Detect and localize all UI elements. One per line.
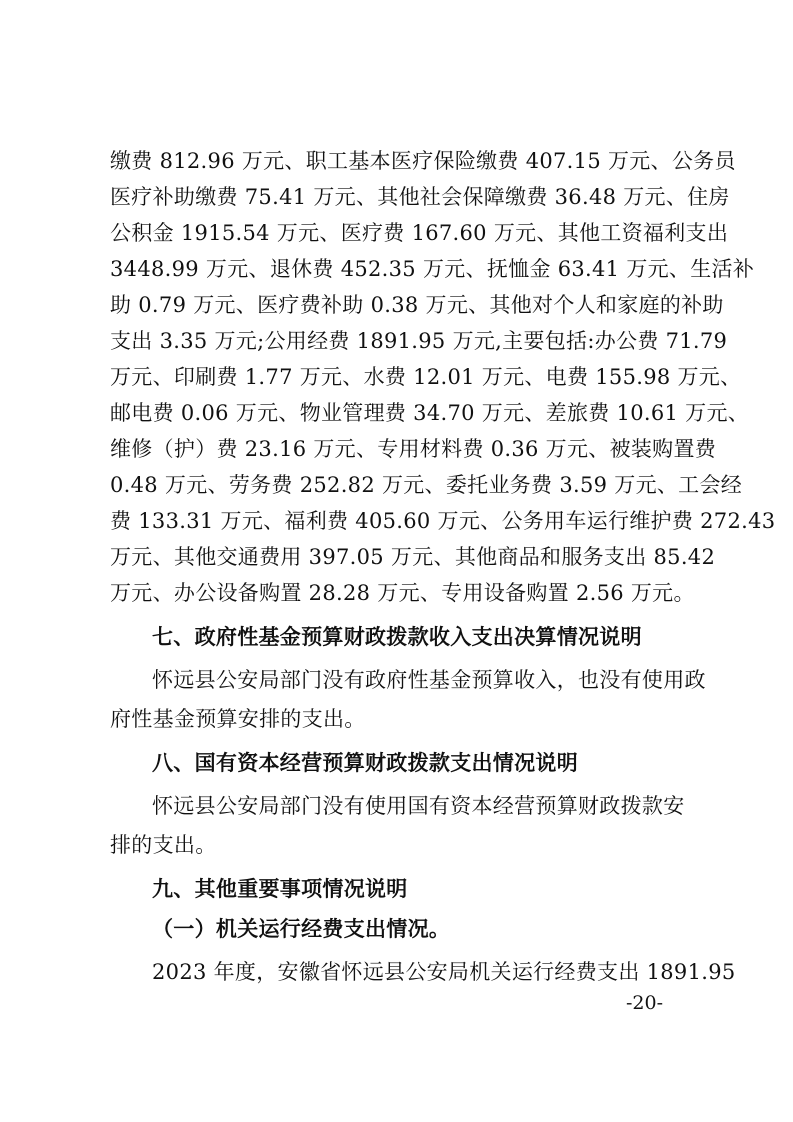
body-line: 助 0.79 万元、医疗费补助 0.38 万元、其他对个人和家庭的补助 <box>110 293 724 317</box>
body-line: 邮电费 0.06 万元、物业管理费 34.70 万元、差旅费 10.61 万元、 <box>110 401 750 425</box>
body-line: 支出 3.35 万元;公用经费 1891.95 万元,主要包括:办公费 71.79 <box>110 329 728 353</box>
section-8-paragraph-line: 排的支出。 <box>110 833 217 857</box>
section-7-paragraph-line: 府性基金预算安排的支出。 <box>110 707 366 731</box>
body-line: 维修（护）费 23.16 万元、专用材料费 0.36 万元、被装购置费 <box>110 437 717 461</box>
body-line: 缴费 812.96 万元、职工基本医疗保险缴费 407.15 万元、公务员 <box>110 149 736 173</box>
section-9-paragraph-line: 2023 年度，安徽省怀远县公安局机关运行经费支出 1891.95 <box>152 960 736 984</box>
body-line: 医疗补助缴费 75.41 万元、其他社会保障缴费 36.48 万元、住房 <box>110 185 730 209</box>
section-7-paragraph-line: 怀远县公安局部门没有政府性基金预算收入，也没有使用政 <box>152 668 706 692</box>
subsection-heading: （一）机关运行经费支出情况。 <box>152 917 451 941</box>
body-line: 费 133.31 万元、福利费 405.60 万元、公务用车运行维护费 272.43 <box>110 509 776 533</box>
body-line: 3448.99 万元、退休费 452.35 万元、抚恤金 63.41 万元、生活补 <box>110 257 755 281</box>
section-heading-9: 九、其他重要事项情况说明 <box>152 877 408 901</box>
body-line: 万元、其他交通费用 397.05 万元、其他商品和服务支出 85.42 <box>110 545 716 569</box>
body-line: 万元、办公设备购置 28.28 万元、专用设备购置 2.56 万元。 <box>110 581 695 605</box>
body-line: 万元、印刷费 1.77 万元、水费 12.01 万元、电费 155.98 万元、 <box>110 365 742 389</box>
section-heading-7: 七、政府性基金预算财政拨款收入支出决算情况说明 <box>152 625 642 649</box>
body-line: 公积金 1915.54 万元、医疗费 167.60 万元、其他工资福利支出 <box>110 221 729 245</box>
section-heading-8: 八、国有资本经营预算财政拨款支出情况说明 <box>152 751 578 775</box>
page-number: -20- <box>626 992 664 1014</box>
section-8-paragraph-line: 怀远县公安局部门没有使用国有资本经营预算财政拨款安 <box>152 794 685 818</box>
body-line: 0.48 万元、劳务费 252.82 万元、委托业务费 3.59 万元、工会经 <box>110 473 743 497</box>
